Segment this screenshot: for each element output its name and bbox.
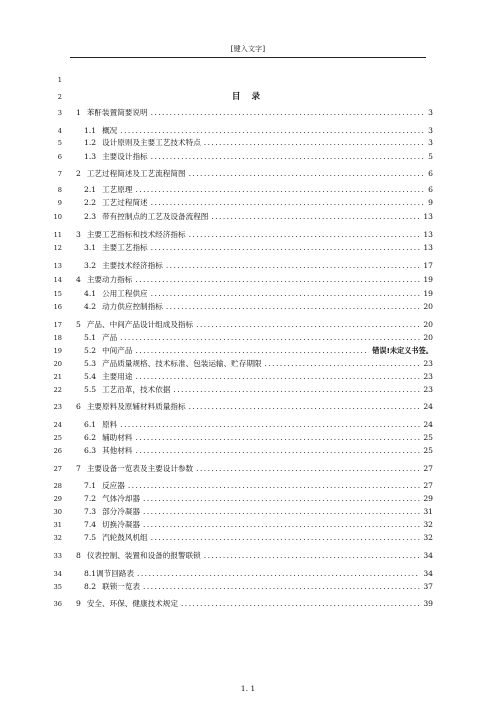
toc-entry[interactable]	[84, 519, 433, 531]
toc-entry[interactable]	[84, 125, 433, 137]
line-number: 13	[53, 262, 62, 270]
toc-entry[interactable]	[84, 288, 433, 300]
line-number: 10	[53, 213, 62, 221]
dot-leader	[189, 168, 426, 180]
page-number: 5	[428, 152, 433, 161]
dot-leader	[135, 371, 420, 383]
entry-title: 工艺过程简述	[102, 198, 148, 207]
entry-title: 公用工程供应	[102, 289, 148, 298]
page-number: 39	[423, 599, 433, 608]
toc-entry[interactable]	[84, 197, 433, 209]
line-number: 22	[53, 386, 62, 394]
entry-number: 8.1	[84, 569, 97, 578]
line-number: 11	[53, 231, 62, 239]
toc-entry[interactable]	[84, 358, 433, 370]
line-number: 36	[53, 600, 62, 608]
entry-number: 5.3	[84, 359, 97, 368]
toc-line	[0, 493, 496, 505]
toc-line	[0, 463, 496, 475]
toc-line	[0, 260, 496, 272]
entry-title: 概况	[102, 126, 118, 135]
line-number: 20	[53, 360, 62, 368]
entry-title: 带有控制点的工艺及设备流程图	[102, 212, 209, 221]
entry-title: 设计原则及主要工艺技术特点	[102, 138, 201, 147]
page-header: [键入文字]	[230, 45, 266, 53]
toc-entry[interactable]	[84, 493, 433, 505]
entry-number: 6.1	[84, 420, 97, 429]
page-number: 34	[423, 569, 433, 578]
dot-leader	[151, 242, 421, 254]
entry-number: 4.2	[84, 302, 97, 311]
page-number: 3	[428, 138, 433, 147]
line-number: 7	[57, 170, 62, 178]
toc-entry[interactable]	[84, 151, 433, 163]
dot-leader	[143, 519, 420, 531]
line-number: 9	[57, 199, 62, 207]
entry-number: 6.3	[84, 446, 97, 455]
dot-leader	[120, 419, 420, 431]
entry-number: 1	[76, 108, 81, 117]
entry-number: 5	[76, 320, 81, 329]
page-number: 34	[423, 551, 433, 560]
dot-leader	[211, 211, 420, 223]
entry-title: 工艺过程简述及工艺流程简图	[86, 169, 186, 178]
toc-entry[interactable]	[84, 506, 433, 518]
toc-entry[interactable]	[84, 260, 433, 272]
page-number: 19	[423, 289, 433, 298]
toc-entry[interactable]	[84, 345, 433, 357]
dot-leader	[135, 274, 420, 286]
toc-line	[0, 74, 496, 86]
entry-title: 主要原料及原辅材料质量指标	[86, 402, 186, 411]
dot-leader	[151, 107, 426, 119]
entry-title: 中间产品	[102, 346, 133, 355]
toc-line	[0, 91, 496, 103]
line-number: 14	[53, 276, 62, 284]
page-number: 3	[428, 108, 433, 117]
entry-title: 辅助材料	[102, 433, 133, 442]
line-number: 23	[53, 403, 62, 411]
dot-leader	[151, 288, 421, 300]
page-number: 27	[423, 481, 433, 490]
toc-line	[0, 125, 496, 137]
dot-leader	[173, 384, 420, 396]
toc-entry[interactable]	[84, 137, 433, 149]
toc-entry[interactable]	[76, 598, 433, 610]
dot-leader	[166, 260, 421, 272]
dot-leader	[189, 401, 421, 413]
page-number: 6	[428, 185, 433, 194]
toc-entry[interactable]	[84, 184, 433, 196]
entry-number: 2.3	[84, 212, 97, 221]
page-number: 31	[423, 507, 433, 516]
entry-number: 1.2	[84, 138, 97, 147]
toc-entry[interactable]	[84, 581, 433, 593]
entry-number: 5.2	[84, 346, 97, 355]
toc-line	[0, 151, 496, 163]
page-number: 6	[428, 169, 433, 178]
dot-leader	[143, 493, 420, 505]
line-number: 17	[53, 321, 62, 329]
entry-title: 反应器	[102, 481, 125, 490]
entry-number: 2.2	[84, 198, 97, 207]
page-number: 13	[423, 230, 433, 239]
page-number: 20	[423, 320, 433, 329]
toc-entry[interactable]	[76, 274, 433, 286]
entry-number: 4.1	[84, 289, 97, 298]
page-number: 23	[423, 372, 433, 381]
line-number: 21	[53, 373, 62, 381]
toc-entry[interactable]	[76, 550, 433, 562]
dot-leader	[135, 445, 420, 457]
dot-leader	[120, 332, 420, 344]
toc-line	[0, 419, 496, 431]
entry-number: 2	[76, 169, 81, 178]
line-number: 8	[57, 186, 62, 194]
toc-line	[0, 550, 496, 562]
toc-line	[0, 519, 496, 531]
entry-title: 联锁一览表	[102, 582, 141, 591]
entry-title: 原料	[102, 420, 118, 429]
dot-leader	[120, 125, 425, 137]
toc-line	[0, 445, 496, 457]
line-number: 15	[53, 290, 62, 298]
page-number: 3	[428, 126, 433, 135]
toc-entry[interactable]	[76, 168, 433, 180]
line-number: 2	[57, 93, 62, 101]
dot-leader	[135, 432, 420, 444]
entry-number: 9	[76, 599, 81, 608]
entry-number: 7.4	[84, 520, 97, 529]
toc-line	[0, 168, 496, 180]
entry-title: 主要工艺指标和技术经济指标	[86, 230, 186, 239]
dot-leader	[196, 319, 420, 331]
entry-number: 7.5	[84, 533, 97, 542]
entry-number: 7.3	[84, 507, 97, 516]
toc-line	[0, 371, 496, 383]
line-number: 6	[57, 153, 62, 161]
line-number: 34	[53, 570, 62, 578]
entry-title: 主要动力指标	[86, 275, 133, 284]
entry-title: 切换冷凝器	[102, 520, 141, 529]
dot-leader	[151, 532, 421, 544]
toc-line	[0, 384, 496, 396]
page-number: 20	[423, 333, 433, 342]
page-number: 13	[423, 212, 433, 221]
toc-line	[0, 401, 496, 413]
dot-leader	[196, 463, 420, 475]
line-number: 26	[53, 447, 62, 455]
line-number: 24	[53, 421, 62, 429]
page-footer: 1. 1	[240, 684, 256, 693]
line-number: 33	[53, 552, 62, 560]
entry-number: 5.1	[84, 333, 97, 342]
toc-line	[0, 319, 496, 331]
toc-entry[interactable]	[76, 107, 433, 119]
entry-title: 产品质量规格、技术标准、包装运输、贮存期限	[102, 359, 262, 368]
page-number: 23	[423, 385, 433, 394]
entry-number: 7	[76, 464, 81, 473]
toc-entry[interactable]	[76, 229, 433, 241]
entry-number: 3.1	[84, 243, 97, 252]
entry-title: 仪表控制、装置和设备的报警联锁	[86, 551, 201, 560]
entry-number: 5.5	[84, 385, 97, 394]
toc-entry[interactable]	[84, 384, 433, 396]
toc-line	[0, 598, 496, 610]
entry-title: 部分冷凝器	[102, 507, 141, 516]
entry-title: 产品	[102, 333, 118, 342]
toc-entry[interactable]	[84, 211, 433, 223]
page-number: 9	[428, 198, 433, 207]
entry-number: 3	[76, 230, 81, 239]
toc-line	[0, 274, 496, 286]
line-number: 27	[53, 465, 62, 473]
line-number: 28	[53, 482, 62, 490]
toc-line	[0, 184, 496, 196]
dot-leader	[143, 506, 420, 518]
page-number: 24	[423, 402, 433, 411]
toc-line	[0, 107, 496, 119]
page-number: 24	[423, 420, 433, 429]
entry-title: 产品、中间产品设计组成及指标	[86, 320, 194, 329]
toc-entry[interactable]	[76, 463, 433, 475]
entry-title: 主要设备一览表及主要设计参数	[86, 464, 194, 473]
bookmark-error: 错误!未定义书签。	[372, 346, 433, 355]
line-number: 3	[57, 109, 62, 117]
toc-line	[0, 532, 496, 544]
entry-title: 工艺沿革，技术依据	[102, 385, 171, 394]
page-number: 13	[423, 243, 433, 252]
toc-line	[0, 345, 496, 357]
line-number: 32	[53, 534, 62, 542]
line-number: 19	[53, 347, 62, 355]
dot-leader	[135, 184, 425, 196]
line-number: 31	[53, 521, 62, 529]
toc-entry[interactable]	[76, 319, 433, 331]
dot-leader	[137, 568, 420, 580]
dot-leader	[181, 598, 420, 610]
entry-title: 气体冷却器	[102, 494, 141, 503]
toc-entry[interactable]	[76, 401, 433, 413]
entry-number: 3.2	[84, 261, 97, 270]
entry-title: 调节回路表	[96, 569, 135, 578]
toc-line	[0, 211, 496, 223]
toc-line	[0, 432, 496, 444]
entry-title: 动力供应控制指标	[102, 302, 163, 311]
toc-entry[interactable]	[84, 332, 433, 344]
toc-line	[0, 480, 496, 492]
line-number: 35	[53, 583, 62, 591]
dot-leader	[143, 581, 420, 593]
entry-number: 7.2	[84, 494, 97, 503]
page-number: 27	[423, 464, 433, 473]
toc-entry[interactable]	[84, 480, 433, 492]
entry-number: 1.1	[84, 126, 97, 135]
entry-number: 8.2	[84, 582, 97, 591]
toc-entry[interactable]	[84, 445, 433, 457]
page-number: 23	[423, 359, 433, 368]
dot-leader	[151, 151, 426, 163]
line-number: 16	[53, 303, 62, 311]
toc-entry[interactable]	[84, 371, 433, 383]
dot-leader	[204, 137, 425, 149]
header-rule	[70, 57, 426, 58]
line-number: 1	[57, 76, 62, 84]
line-number: 30	[53, 508, 62, 516]
toc-line	[0, 197, 496, 209]
toc-entry[interactable]	[84, 432, 433, 444]
page-number: 32	[423, 520, 433, 529]
toc-entry[interactable]	[84, 532, 433, 544]
toc-line	[0, 506, 496, 518]
line-number: 12	[53, 244, 62, 252]
entry-number: 2.1	[84, 185, 97, 194]
toc-line	[0, 242, 496, 254]
dot-leader	[265, 358, 421, 370]
page-number: 25	[423, 446, 433, 455]
entry-title: 其他材料	[102, 446, 133, 455]
entry-title: 工艺原理	[102, 185, 133, 194]
entry-title: 主要设计指标	[102, 152, 148, 161]
toc-line	[0, 568, 496, 580]
entry-title: 苯酐装置简要说明	[86, 108, 148, 117]
dot-leader	[189, 229, 421, 241]
toc-line	[0, 332, 496, 344]
toc-entry[interactable]	[84, 242, 433, 254]
dot-leader	[151, 197, 426, 209]
toc-line	[0, 358, 496, 370]
page-number: 25	[423, 433, 433, 442]
line-number: 18	[53, 334, 62, 342]
toc-line	[0, 229, 496, 241]
page-number: 32	[423, 533, 433, 542]
toc-line	[0, 288, 496, 300]
page-number: 29	[423, 494, 433, 503]
entry-title: 主要工艺指标	[102, 243, 148, 252]
toc-line	[0, 581, 496, 593]
entry-number: 6.2	[84, 433, 97, 442]
line-number: 4	[57, 127, 62, 135]
toc-line	[0, 301, 496, 313]
entry-number: 8	[76, 551, 81, 560]
page-number: 17	[423, 261, 433, 270]
toc-heading: 目 录	[231, 92, 265, 102]
toc-entry[interactable]	[84, 419, 433, 431]
toc-line	[0, 137, 496, 149]
page-number: 19	[423, 275, 433, 284]
entry-number: 5.4	[84, 372, 97, 381]
entry-number: 1.3	[84, 152, 97, 161]
toc-entry[interactable]	[84, 301, 433, 313]
entry-number: 7.1	[84, 481, 97, 490]
dot-leader	[166, 301, 421, 313]
line-number: 25	[53, 434, 62, 442]
dot-leader	[135, 345, 369, 357]
entry-title: 汽轮鼓风机组	[102, 533, 148, 542]
entry-title: 主要技术经济指标	[102, 261, 163, 270]
page-number: 20	[423, 302, 433, 311]
toc-entry[interactable]	[84, 568, 433, 580]
dot-leader	[128, 480, 420, 492]
entry-title: 主要用途	[102, 372, 133, 381]
page-number: 37	[423, 582, 433, 591]
line-number: 29	[53, 495, 62, 503]
line-number: 5	[57, 139, 62, 147]
entry-title: 安全、环保、健康技术规定	[86, 599, 178, 608]
dot-leader	[204, 550, 421, 562]
entry-number: 4	[76, 275, 81, 284]
entry-number: 6	[76, 402, 81, 411]
